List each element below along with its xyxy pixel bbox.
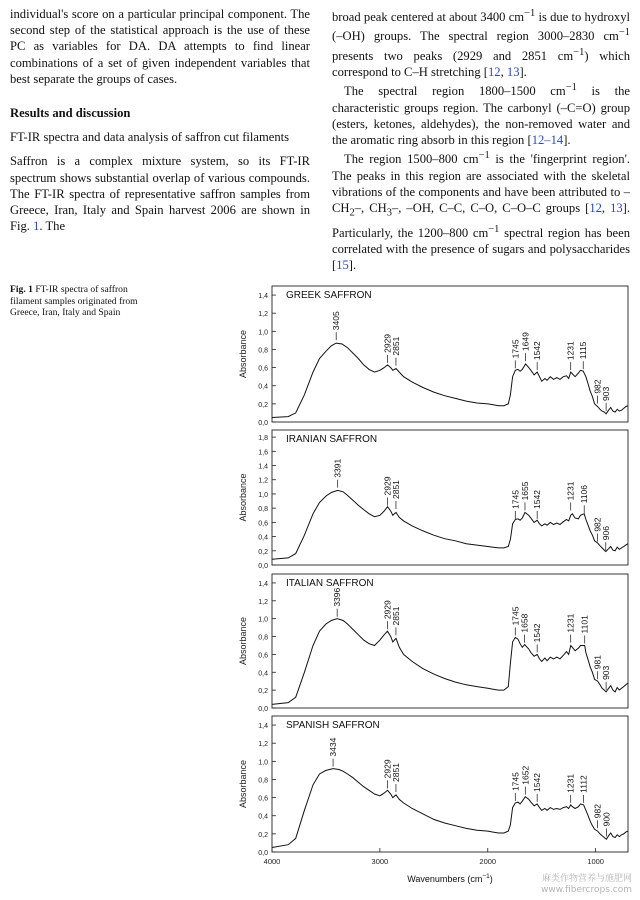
peak-label: 2929 [382, 600, 393, 620]
peak-label: 1112 [578, 775, 589, 793]
text-span: ) which correspond to C–H stretching [ [332, 48, 630, 80]
subscript: 3 [386, 207, 392, 219]
section-heading: Results and discussion [10, 106, 131, 121]
peak-label: 2929 [382, 476, 393, 496]
peak-label: 2851 [390, 336, 401, 356]
peak-label: 903 [601, 386, 612, 401]
peak-label: 982 [592, 379, 603, 394]
y-tick-label: 1,0 [258, 616, 268, 624]
peak-label: 2851 [390, 763, 401, 782]
y-tick-label: 1,2 [258, 311, 268, 319]
y-tick-label: 1,4 [258, 723, 268, 731]
peak-label: 1745 [510, 339, 521, 359]
y-tick-label: 1,8 [258, 435, 268, 443]
peak-label: 1745 [510, 606, 521, 626]
x-axis-label-end: ) [489, 874, 493, 884]
superscript: −1 [488, 223, 500, 235]
peak-label: 1542 [532, 341, 543, 361]
peak-label: 1115 [578, 341, 589, 360]
peak-label: 1101 [579, 615, 590, 634]
y-tick-label: 0,4 [258, 813, 268, 821]
y-tick-label: 1,0 [258, 491, 268, 499]
watermark [541, 874, 632, 896]
peak-label: 982 [592, 517, 603, 532]
y-tick-label: 0,2 [258, 688, 268, 696]
intro-paragraph: individual's score on a particular principal component. The second step of the statistical approach is the use of these PC as variables for DA. DA attempts to find linear combinations of a set of given independent variables that best separate the groups of cases. [10, 7, 310, 86]
watermark-line-1: 麻类作物营养与施肥网 [541, 874, 632, 884]
subsection-heading: FT-IR spectra and data analysis of saffron cut filaments [10, 130, 290, 145]
peak-label: 2929 [382, 759, 393, 779]
citation-link-12[interactable]: 12 [488, 65, 501, 80]
y-tick-label: 1,4 [258, 293, 268, 301]
text-span: –, CH [354, 201, 387, 216]
citation-link-12-14[interactable]: 12–14 [531, 133, 564, 148]
text-span: ]. [563, 133, 571, 148]
text-span: broad peak centered at about 3400 cm [332, 10, 525, 25]
x-axis-label-text: Wavenumbers (cm [407, 874, 483, 884]
citation-link-12[interactable]: 12 [589, 201, 602, 216]
text-span: spectral region has been correlated with the presence of sugars and polysaccharides [ [332, 226, 630, 273]
peak-label: 1542 [532, 773, 543, 792]
peak-label: 1745 [510, 490, 521, 509]
y-tick-label: 1,0 [258, 329, 268, 337]
panel-title: SPANISH SAFFRON [286, 720, 380, 731]
peak-label: 2851 [390, 480, 401, 499]
x-tick-label: 3000 [371, 857, 389, 866]
citation-link-13[interactable]: 13 [610, 201, 623, 216]
peak-label: 906 [600, 526, 611, 541]
citation-link-15[interactable]: 15 [336, 258, 349, 273]
peak-label: 3405 [331, 311, 342, 331]
y-tick-label: 0,2 [258, 831, 268, 839]
text-span: is the 'fingerprint region'. The peaks in this region are associated with the skeletal vibrations of the components and have been attributed to –CH [332, 152, 630, 216]
superscript: −1 [565, 82, 577, 94]
y-tick-label: 1,0 [258, 759, 268, 767]
paragraph-end: . The [39, 219, 66, 234]
text-span: ]. Particularly, the 1200–800 cm [332, 201, 631, 241]
watermark-line-2: www.fibercrops.com [541, 885, 632, 895]
y-tick-label: 0,8 [258, 634, 268, 642]
text-span: presents two peaks (2929 and 2851 cm [332, 48, 574, 63]
y-tick-label: 0,4 [258, 383, 268, 391]
subscript: 2 [349, 207, 355, 219]
x-tick-label: 1000 [587, 857, 604, 866]
peak-label: 1106 [579, 484, 590, 504]
y-axis-label: Absorbance [238, 759, 248, 809]
superscript: −1 [524, 8, 536, 19]
text-span: ]. [348, 258, 357, 273]
text-span: is the characteristic groups region. The carbonyl (–C=O) group (esters, ketones, aldehydes), the non-removed water and the aromatic ring absorb in this region [ [332, 84, 630, 148]
y-tick-label: 0,6 [258, 795, 268, 803]
x-tick-label: 4000 [263, 857, 281, 866]
peak-label: 2851 [390, 606, 401, 626]
peak-label: 1231 [565, 341, 576, 361]
y-tick-label: 0,4 [258, 534, 268, 542]
text-span: ]. [519, 65, 527, 80]
paragraph-text: Saffron is a complex mixture system, so its FT-IR spectrum shows substantial overlap of various compounds. The FT-IR spectra of representative saffron samples from Greece, Iran, Italy and Spain harvest 2006 are shown in Fig. [10, 154, 310, 234]
figure-caption-text: FT-IR spectra of saffron filament samples originated from Greece, Iran, Italy and Spain [10, 284, 138, 319]
peak-label: 903 [601, 665, 612, 680]
y-axis-label: Absorbance [238, 473, 248, 522]
y-tick-label: 0,6 [258, 520, 268, 528]
peak-label: 1745 [510, 772, 521, 792]
peak-label: 1652 [520, 765, 531, 785]
peak-label: 1542 [532, 623, 543, 643]
y-tick-label: 1,4 [258, 580, 268, 588]
panel-title: IRANIAN SAFFRON [286, 434, 378, 445]
x-axis-label [407, 873, 493, 884]
peak-label: 900 [601, 812, 612, 827]
hydroxyl-paragraph: broad peak centered at about 3400 $cm^{-1}$ is due to hydroxyl (–OH) groups. The spectral region 3000–2830 $cm^{-1}$ presents two peaks (2929 and 2851 $cm^{-1}$) which correspond to C–H stretching [12, 13]. [332, 8, 630, 80]
peak-label: 2929 [382, 333, 393, 353]
peak-label: 1231 [565, 773, 576, 793]
y-tick-label: 0,2 [258, 548, 268, 556]
y-tick-label: 0,0 [258, 420, 268, 427]
panel-title: ITALIAN SAFFRON [286, 578, 374, 589]
peak-label: 3391 [332, 458, 343, 478]
peak-label: 1658 [519, 613, 530, 633]
y-tick-label: 0,0 [258, 706, 268, 713]
peak-label: 3434 [328, 737, 339, 757]
y-tick-label: 0,8 [258, 777, 268, 785]
peak-label: 1231 [565, 481, 576, 501]
peak-label: 981 [592, 655, 603, 670]
peak-label: 1655 [519, 481, 530, 501]
panel-frame [272, 574, 628, 708]
peak-label: 1542 [532, 490, 543, 509]
y-tick-label: 1,2 [258, 598, 268, 606]
figure-label: Fig. 1 [10, 284, 33, 295]
text-span: The region 1500–800 cm [344, 152, 479, 167]
text-span: –, –OH, C–C, C–O, C–O–C groups [ [391, 201, 590, 216]
superscript: −1 [573, 46, 585, 58]
y-tick-label: 1,2 [258, 477, 268, 485]
peak-label: 1649 [520, 332, 531, 352]
peak-label: 982 [592, 804, 603, 819]
x-axis-label-superscript: −1 [482, 873, 490, 880]
y-tick-label: 0,6 [258, 365, 268, 373]
citation-link-13[interactable]: 13 [506, 65, 520, 80]
y-tick-label: 1,4 [258, 463, 268, 471]
fingerprint-paragraph: The region 1500–800 $cm^{-1}$ is the 'fingerprint region'. The peaks in this region are associated with the skeletal vibrations of the components and have been attributed to $-CH_2-$, $CH_3-$, –OH, C–C, C–O, C–O–C groups [12, 13]. Particularly, the 1200–800 $cm^{-1}$ spectral region has been correlated with the presence of sugars and polysaccharides [15]. [332, 150, 631, 273]
y-tick-label: 0,4 [258, 670, 268, 678]
y-tick-label: 0,8 [258, 506, 268, 514]
peak-label: 3396 [332, 587, 343, 607]
y-axis-label: Absorbance [238, 329, 248, 379]
panel-title: GREEK SAFFRON [286, 290, 372, 301]
text-span: is due to hydroxyl (–OH) groups. The spectral region 3000–2830 cm [332, 10, 630, 44]
figure-reference-link[interactable]: 1 [33, 219, 40, 234]
y-tick-label: 0,2 [258, 401, 268, 409]
y-axis-label: Absorbance [238, 616, 248, 666]
y-tick-label: 0,0 [258, 563, 268, 570]
y-tick-label: 0,0 [258, 850, 268, 857]
x-tick-label: 2000 [479, 857, 497, 866]
text-span: The spectral region 1800–1500 cm [344, 84, 566, 99]
y-tick-label: 0,8 [258, 347, 268, 355]
y-tick-label: 1,6 [258, 449, 268, 457]
y-tick-label: 1,2 [258, 741, 268, 749]
superscript: −1 [618, 27, 630, 39]
peak-label: 1231 [565, 613, 576, 633]
y-tick-label: 0,6 [258, 652, 268, 660]
superscript: −1 [478, 150, 490, 162]
